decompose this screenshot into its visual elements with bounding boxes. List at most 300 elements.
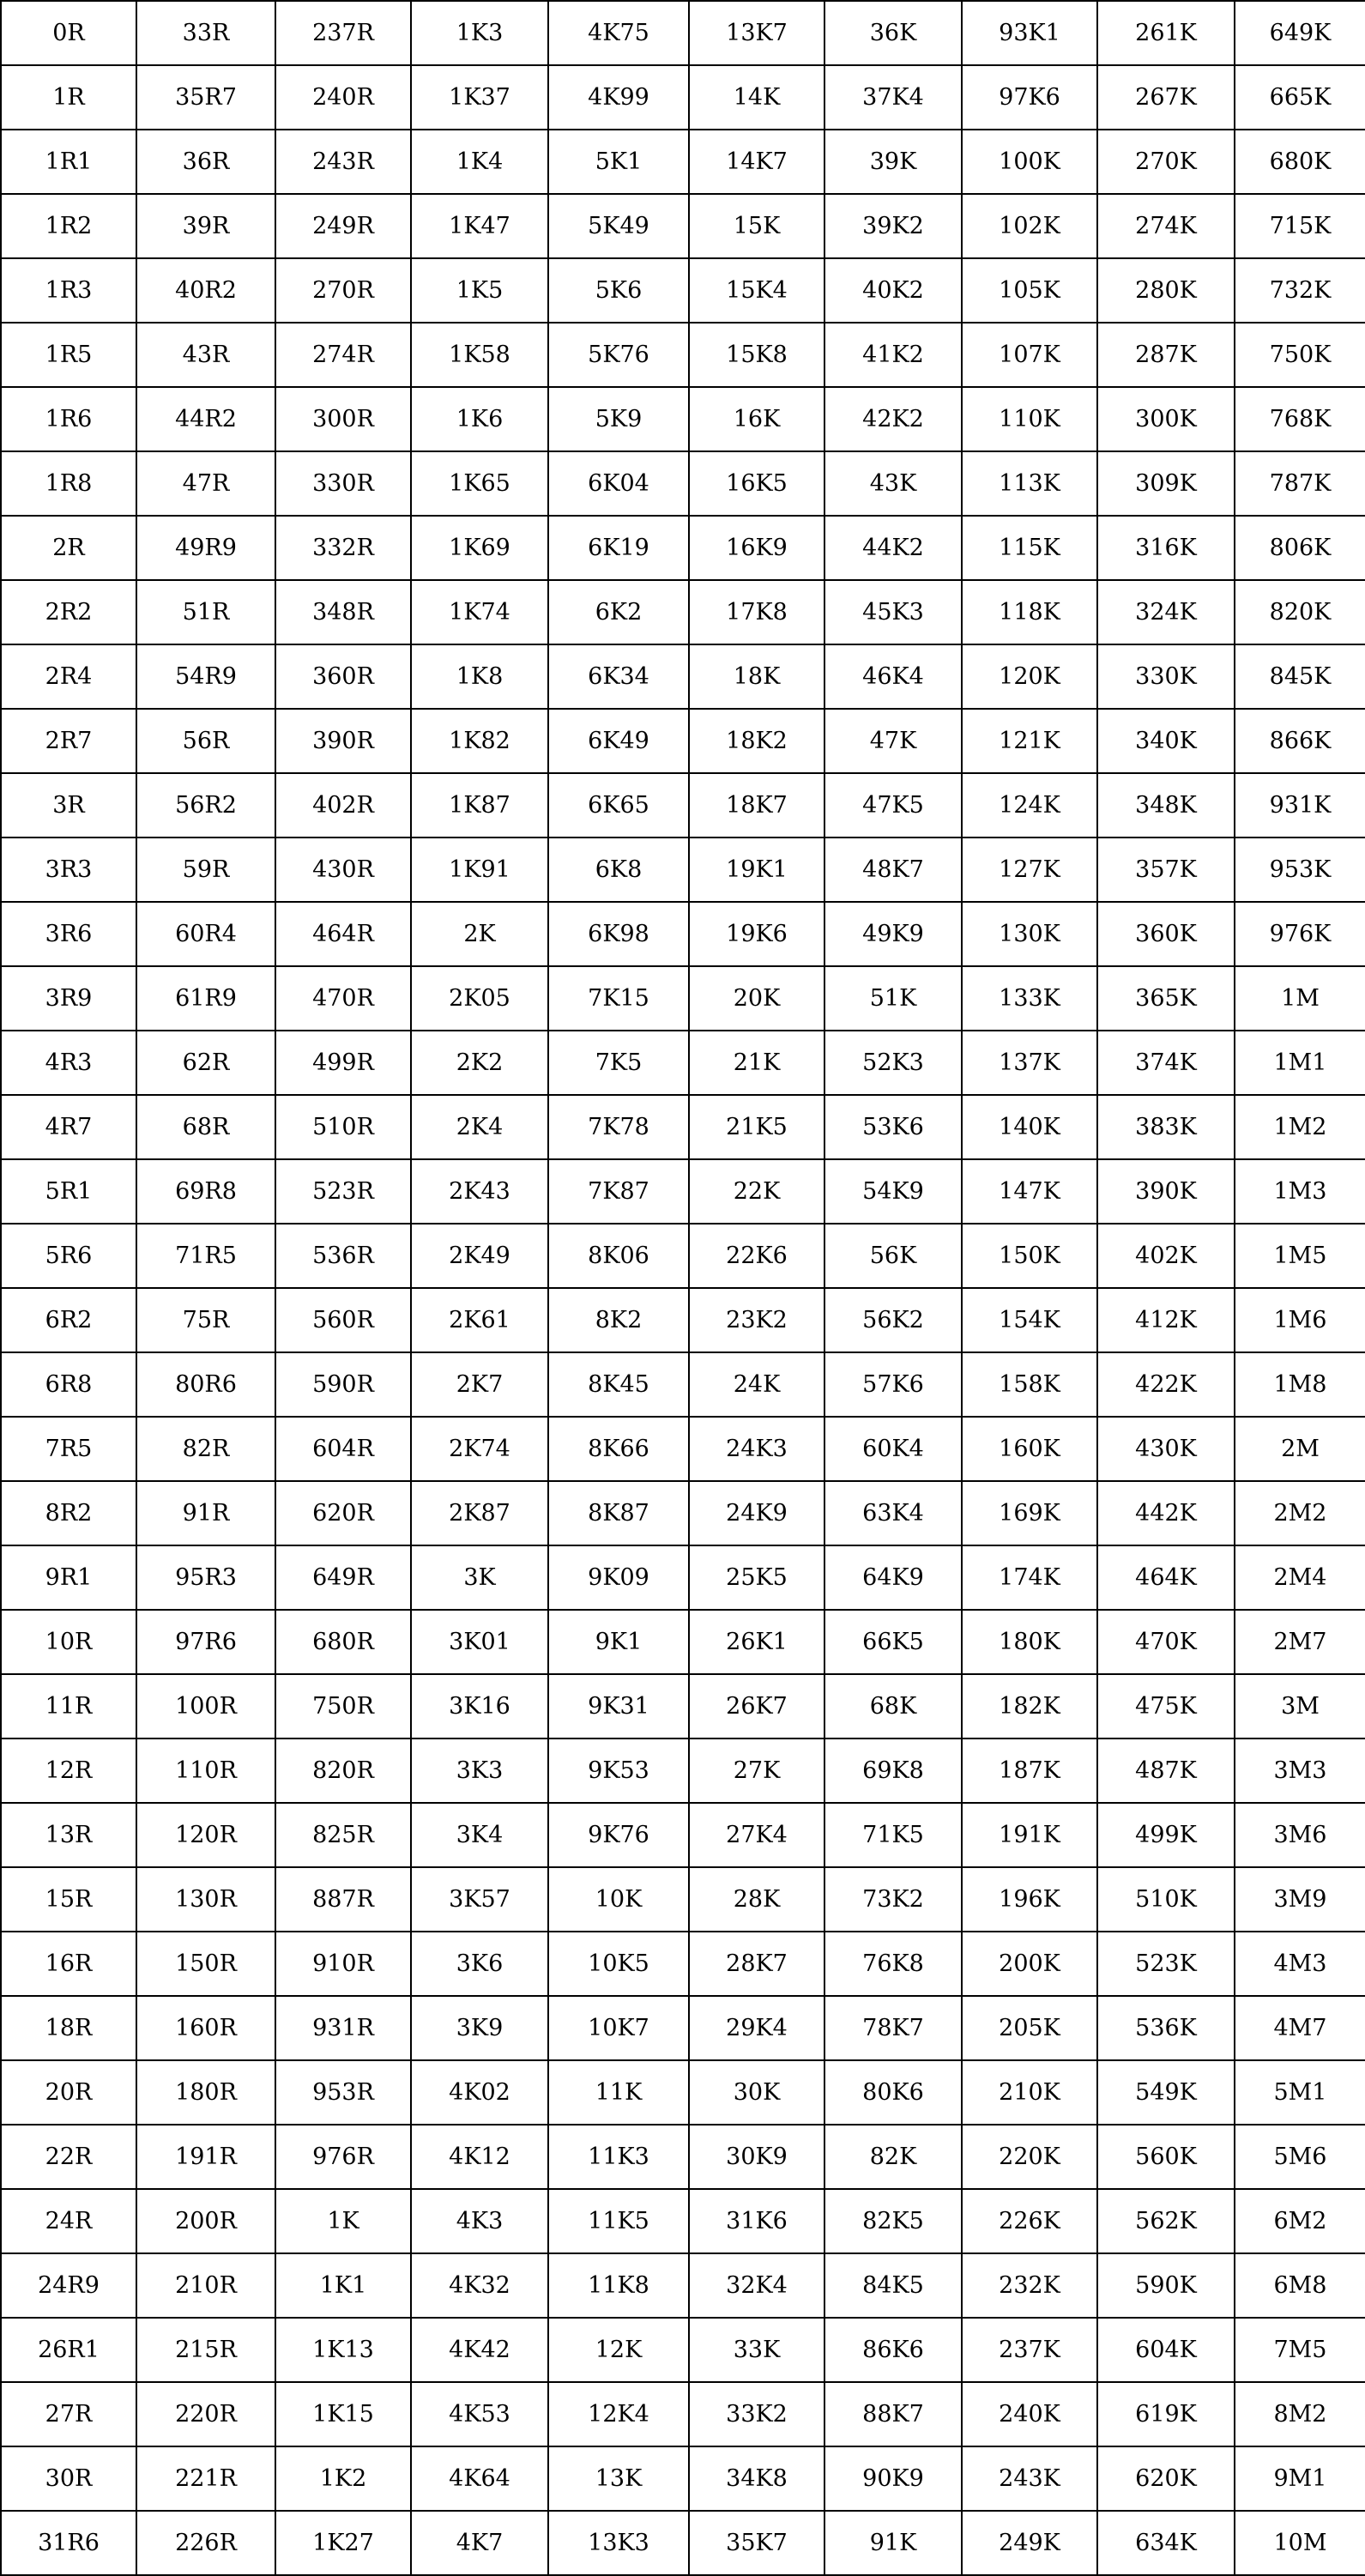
resistor-value-cell: 309K [1097, 451, 1235, 516]
resistor-value-cell: 383K [1097, 1095, 1235, 1159]
resistor-value-cell: 390K [1097, 1159, 1235, 1224]
table-row [1, 194, 1365, 258]
resistor-value-cell: 25K5 [689, 1545, 824, 1610]
resistor-value-cell: 120K [962, 644, 1097, 709]
resistor-value-cell: 4R3 [1, 1031, 136, 1095]
table-row [1, 323, 1365, 387]
resistor-value-cell: 43K [824, 451, 962, 516]
resistor-value-cell: 470K [1097, 1610, 1235, 1674]
resistor-value-cell: 4M7 [1235, 1996, 1365, 2060]
resistor-value-cell: 220R [136, 2382, 275, 2446]
resistor-value-cell: 365K [1097, 966, 1235, 1031]
resistor-value-cell: 1R3 [1, 258, 136, 323]
resistor-value-cell: 7M5 [1235, 2318, 1365, 2382]
resistor-value-cell: 2R4 [1, 644, 136, 709]
resistor-value-cell: 68R [136, 1095, 275, 1159]
resistor-value-cell: 16K5 [689, 451, 824, 516]
resistor-value-cell: 6R2 [1, 1288, 136, 1352]
resistor-value-cell: 604K [1097, 2318, 1235, 2382]
resistor-value-cell: 2K61 [411, 1288, 548, 1352]
resistor-value-cell: 590K [1097, 2253, 1235, 2318]
resistor-value-cell: 221R [136, 2446, 275, 2511]
resistor-value-cell: 15K4 [689, 258, 824, 323]
resistor-value-cell: 536K [1097, 1996, 1235, 2060]
resistor-value-cell: 6R8 [1, 1352, 136, 1417]
resistor-value-cell: 210R [136, 2253, 275, 2318]
resistor-value-cell: 46K4 [824, 644, 962, 709]
resistor-value-cell: 150K [962, 1224, 1097, 1288]
resistor-value-cell: 820R [275, 1738, 411, 1803]
resistor-value-cell: 34K8 [689, 2446, 824, 2511]
resistor-value-cell: 237K [962, 2318, 1097, 2382]
resistor-value-cell: 154K [962, 1288, 1097, 1352]
resistor-value-cell: 8M2 [1235, 2382, 1365, 2446]
resistor-value-cell: 464R [275, 902, 411, 966]
resistor-value-cell: 360R [275, 644, 411, 709]
resistor-value-cell: 97K6 [962, 65, 1097, 130]
resistor-value-cell: 820K [1235, 580, 1365, 644]
resistor-value-cell: 19K6 [689, 902, 824, 966]
table-row [1, 387, 1365, 451]
resistor-value-cell: 97R6 [136, 1610, 275, 1674]
resistor-value-cell: 402R [275, 773, 411, 838]
resistor-value-cell: 1K91 [411, 838, 548, 902]
resistor-value-cell: 1M6 [1235, 1288, 1365, 1352]
resistor-value-cell: 3M6 [1235, 1803, 1365, 1867]
resistor-value-cell: 56K2 [824, 1288, 962, 1352]
table-row [1, 773, 1365, 838]
resistor-value-cell: 23K2 [689, 1288, 824, 1352]
table-row [1, 1288, 1365, 1352]
resistor-value-cell: 37K4 [824, 65, 962, 130]
resistor-value-cell: 267K [1097, 65, 1235, 130]
resistor-value-cell: 180K [962, 1610, 1097, 1674]
resistor-value-cell: 4K42 [411, 2318, 548, 2382]
resistor-value-cell: 75R [136, 1288, 275, 1352]
resistor-value-cell: 160R [136, 1996, 275, 2060]
resistor-value-cell: 953R [275, 2060, 411, 2125]
resistor-value-cell: 44K2 [824, 516, 962, 580]
resistor-value-cell: 8K66 [548, 1417, 689, 1481]
resistor-value-cell: 110R [136, 1738, 275, 1803]
resistor-value-cell: 140K [962, 1095, 1097, 1159]
resistor-value-cell: 1K65 [411, 451, 548, 516]
resistor-value-cell: 887R [275, 1867, 411, 1932]
resistor-value-cell: 475K [1097, 1674, 1235, 1738]
resistor-value-cell: 49R9 [136, 516, 275, 580]
table-row [1, 580, 1365, 644]
resistor-value-cell: 15R [1, 1867, 136, 1932]
resistor-value-cell: 316K [1097, 516, 1235, 580]
resistor-value-cell: 3K01 [411, 1610, 548, 1674]
resistor-value-cell: 93K1 [962, 1, 1097, 65]
resistor-value-cell: 43R [136, 323, 275, 387]
resistor-value-cell: 390R [275, 709, 411, 773]
resistor-value-cell: 80K6 [824, 2060, 962, 2125]
resistor-value-cell: 1K87 [411, 773, 548, 838]
resistor-value-cell: 806K [1235, 516, 1365, 580]
resistor-value-cell: 68K [824, 1674, 962, 1738]
resistor-value-cell: 16R [1, 1932, 136, 1996]
table-row [1, 130, 1365, 194]
resistor-value-cell: 402K [1097, 1224, 1235, 1288]
table-row [1, 1932, 1365, 1996]
table-row [1, 2253, 1365, 2318]
table-row [1, 1996, 1365, 2060]
resistor-value-cell: 27R [1, 2382, 136, 2446]
resistor-value-cell: 470R [275, 966, 411, 1031]
resistor-value-cell: 1M3 [1235, 1159, 1365, 1224]
resistor-value-cell: 36K [824, 1, 962, 65]
resistor-value-cell: 27K [689, 1738, 824, 1803]
resistor-value-cell: 91K [824, 2511, 962, 2575]
resistor-value-cell: 158K [962, 1352, 1097, 1417]
resistor-value-cell: 11R [1, 1674, 136, 1738]
resistor-value-cell: 16K9 [689, 516, 824, 580]
table-row [1, 258, 1365, 323]
resistor-value-cell: 11K5 [548, 2189, 689, 2253]
resistor-value-cell: 340K [1097, 709, 1235, 773]
resistor-value-cell: 15K8 [689, 323, 824, 387]
resistor-value-cell: 590R [275, 1352, 411, 1417]
resistor-value-cell: 1K5 [411, 258, 548, 323]
resistor-value-cell: 360K [1097, 902, 1235, 966]
resistor-value-cell: 6K34 [548, 644, 689, 709]
resistor-value-cell: 1K6 [411, 387, 548, 451]
resistor-value-cell: 3R9 [1, 966, 136, 1031]
resistor-value-cell: 39K2 [824, 194, 962, 258]
resistor-value-cell: 249K [962, 2511, 1097, 2575]
table-row [1, 709, 1365, 773]
resistor-value-cell: 28K7 [689, 1932, 824, 1996]
resistor-value-cell: 26K1 [689, 1610, 824, 1674]
resistor-value-cell: 330R [275, 451, 411, 516]
resistor-value-cell: 560R [275, 1288, 411, 1352]
resistor-value-cell: 1R6 [1, 387, 136, 451]
resistor-value-cell: 1R1 [1, 130, 136, 194]
resistor-value-cell: 910R [275, 1932, 411, 1996]
resistor-value-cell: 64K9 [824, 1545, 962, 1610]
resistor-value-cell: 680K [1235, 130, 1365, 194]
resistor-value-cell: 41K2 [824, 323, 962, 387]
resistor-value-cell: 71R5 [136, 1224, 275, 1288]
resistor-value-cell: 13K3 [548, 2511, 689, 2575]
resistor-value-cell: 12R [1, 1738, 136, 1803]
resistor-value-cell: 13K7 [689, 1, 824, 65]
resistor-value-cell: 4K64 [411, 2446, 548, 2511]
resistor-value-cell: 412K [1097, 1288, 1235, 1352]
table-row [1, 1, 1365, 65]
table-row [1, 2382, 1365, 2446]
resistor-value-cell: 3K57 [411, 1867, 548, 1932]
table-row [1, 1674, 1365, 1738]
resistor-value-cell: 931R [275, 1996, 411, 2060]
resistor-value-cell: 22K6 [689, 1224, 824, 1288]
resistor-value-cell: 6M2 [1235, 2189, 1365, 2253]
resistor-value-cell: 5M6 [1235, 2125, 1365, 2189]
resistor-value-cell: 9M1 [1235, 2446, 1365, 2511]
resistor-value-cell: 4K7 [411, 2511, 548, 2575]
resistor-value-cell: 750K [1235, 323, 1365, 387]
resistor-value-cell: 9K1 [548, 1610, 689, 1674]
resistor-value-cell: 76K8 [824, 1932, 962, 1996]
table-row [1, 902, 1365, 966]
table-row [1, 2060, 1365, 2125]
resistor-value-cell: 40R2 [136, 258, 275, 323]
resistor-value-cell: 510K [1097, 1867, 1235, 1932]
resistor-value-cell: 17K8 [689, 580, 824, 644]
resistor-value-cell: 866K [1235, 709, 1365, 773]
resistor-value-cell: 30K [689, 2060, 824, 2125]
resistor-value-cell: 7R5 [1, 1417, 136, 1481]
resistor-value-cell: 9R1 [1, 1545, 136, 1610]
resistor-value-cell: 52K3 [824, 1031, 962, 1095]
resistor-value-cell: 499K [1097, 1803, 1235, 1867]
resistor-value-cell: 82K [824, 2125, 962, 2189]
resistor-value-cell: 2R [1, 516, 136, 580]
resistor-value-cell: 4K75 [548, 1, 689, 65]
resistor-value-cell: 3K16 [411, 1674, 548, 1738]
resistor-value-cell: 66K5 [824, 1610, 962, 1674]
resistor-value-cell: 2M7 [1235, 1610, 1365, 1674]
resistor-value-cell: 240R [275, 65, 411, 130]
resistor-value-cell: 665K [1235, 65, 1365, 130]
resistor-value-cell: 88K7 [824, 2382, 962, 2446]
table-row [1, 65, 1365, 130]
resistor-value-cell: 130K [962, 902, 1097, 966]
resistor-value-cell: 47R [136, 451, 275, 516]
resistor-value-cell: 430R [275, 838, 411, 902]
resistor-value-cell: 8K06 [548, 1224, 689, 1288]
resistor-value-cell: 9K53 [548, 1738, 689, 1803]
resistor-value-cell: 51K [824, 966, 962, 1031]
resistor-value-cell: 442K [1097, 1481, 1235, 1545]
table-row [1, 2318, 1365, 2382]
resistor-value-cell: 205K [962, 1996, 1097, 2060]
resistor-value-cell: 24K [689, 1352, 824, 1417]
resistor-value-cell: 174K [962, 1545, 1097, 1610]
resistor-value-cell: 825R [275, 1803, 411, 1867]
resistor-value-cell: 4K02 [411, 2060, 548, 2125]
resistor-value-cell: 10K [548, 1867, 689, 1932]
resistor-value-cell: 60K4 [824, 1417, 962, 1481]
resistor-value-cell: 270R [275, 258, 411, 323]
resistor-value-cell: 649R [275, 1545, 411, 1610]
resistor-value-cell: 4K12 [411, 2125, 548, 2189]
resistor-value-cell: 1M2 [1235, 1095, 1365, 1159]
resistor-value-cell: 24K9 [689, 1481, 824, 1545]
resistor-value-cell: 2M2 [1235, 1481, 1365, 1545]
resistor-value-cell: 249R [275, 194, 411, 258]
resistor-value-cell: 22K [689, 1159, 824, 1224]
resistor-value-cell: 24R9 [1, 2253, 136, 2318]
resistor-value-cell: 73K2 [824, 1867, 962, 1932]
resistor-value-cell: 14K [689, 65, 824, 130]
resistor-value-cell: 1K82 [411, 709, 548, 773]
resistor-value-cell: 2K74 [411, 1417, 548, 1481]
resistor-value-cell: 1M [1235, 966, 1365, 1031]
resistor-value-cell: 1K37 [411, 65, 548, 130]
resistor-value-cell: 4K3 [411, 2189, 548, 2253]
resistor-value-cell: 4K53 [411, 2382, 548, 2446]
resistor-value-cell: 36R [136, 130, 275, 194]
resistor-value-cell: 348R [275, 580, 411, 644]
resistor-value-cell: 11K [548, 2060, 689, 2125]
resistor-value-cell: 1K27 [275, 2511, 411, 2575]
resistor-value-cell: 56R2 [136, 773, 275, 838]
resistor-value-cell: 11K3 [548, 2125, 689, 2189]
resistor-value-cell: 2K7 [411, 1352, 548, 1417]
resistor-value-cell: 48K7 [824, 838, 962, 902]
resistor-value-cell: 287K [1097, 323, 1235, 387]
resistor-value-cell: 160K [962, 1417, 1097, 1481]
resistor-value-cell: 634K [1097, 2511, 1235, 2575]
resistor-value-cell: 3R3 [1, 838, 136, 902]
table-row [1, 451, 1365, 516]
resistor-value-cell: 78K7 [824, 1996, 962, 2060]
resistor-value-cell: 3K9 [411, 1996, 548, 2060]
resistor-value-cell: 13K [548, 2446, 689, 2511]
resistor-value-cell: 54R9 [136, 644, 275, 709]
resistor-value-cell: 120R [136, 1803, 275, 1867]
resistor-value-cell: 113K [962, 451, 1097, 516]
resistor-value-cell: 1K47 [411, 194, 548, 258]
resistor-value-cell: 7K87 [548, 1159, 689, 1224]
resistor-value-cell: 3R [1, 773, 136, 838]
resistor-value-cell: 27K4 [689, 1803, 824, 1867]
resistor-value-cell: 5K6 [548, 258, 689, 323]
resistor-value-cell: 1M1 [1235, 1031, 1365, 1095]
resistor-value-cell: 121K [962, 709, 1097, 773]
resistor-value-cell: 510R [275, 1095, 411, 1159]
resistor-value-cell: 33K2 [689, 2382, 824, 2446]
resistor-value-cell: 137K [962, 1031, 1097, 1095]
resistor-value-cell: 3K3 [411, 1738, 548, 1803]
resistor-value-cell: 42K2 [824, 387, 962, 451]
resistor-value-cell: 5R6 [1, 1224, 136, 1288]
resistor-value-cell: 1K69 [411, 516, 548, 580]
resistor-value-cell: 100K [962, 130, 1097, 194]
resistor-value-cell: 196K [962, 1867, 1097, 1932]
resistor-value-cell: 243R [275, 130, 411, 194]
resistor-value-cell: 274K [1097, 194, 1235, 258]
resistor-value-cell: 1M8 [1235, 1352, 1365, 1417]
resistor-value-cell: 187K [962, 1738, 1097, 1803]
resistor-value-cell: 61R9 [136, 966, 275, 1031]
resistor-value-cell: 24K3 [689, 1417, 824, 1481]
resistor-value-cell: 84K5 [824, 2253, 962, 2318]
resistor-value-cell: 2K49 [411, 1224, 548, 1288]
resistor-value-cell: 8K87 [548, 1481, 689, 1545]
table-row [1, 516, 1365, 580]
resistor-value-cell: 499R [275, 1031, 411, 1095]
resistor-value-cell: 127K [962, 838, 1097, 902]
resistor-value-cell: 53K6 [824, 1095, 962, 1159]
resistor-value-cell: 22R [1, 2125, 136, 2189]
resistor-value-cell: 110K [962, 387, 1097, 451]
resistor-value-cell: 56K [824, 1224, 962, 1288]
resistor-value-cell: 7K15 [548, 966, 689, 1031]
resistor-value-cell: 3M3 [1235, 1738, 1365, 1803]
resistor-value-cell: 619K [1097, 2382, 1235, 2446]
resistor-value-cell: 931K [1235, 773, 1365, 838]
resistor-value-cell: 60R4 [136, 902, 275, 966]
table-row [1, 1803, 1365, 1867]
resistor-value-cell: 200K [962, 1932, 1097, 1996]
resistor-value-cell: 1R5 [1, 323, 136, 387]
resistor-value-cell: 30R [1, 2446, 136, 2511]
resistor-value-cell: 2K87 [411, 1481, 548, 1545]
table-row [1, 1224, 1365, 1288]
resistor-value-cell: 487K [1097, 1738, 1235, 1803]
resistor-value-cell: 4K32 [411, 2253, 548, 2318]
resistor-value-cell: 19K1 [689, 838, 824, 902]
resistor-value-cell: 330K [1097, 644, 1235, 709]
resistor-value-cell: 13R [1, 1803, 136, 1867]
table-row [1, 1481, 1365, 1545]
resistor-value-cell: 560K [1097, 2125, 1235, 2189]
resistor-value-cell: 44R2 [136, 387, 275, 451]
resistor-value-cell: 976K [1235, 902, 1365, 966]
resistor-value-cell: 787K [1235, 451, 1365, 516]
resistor-value-cell: 2R7 [1, 709, 136, 773]
resistor-value-cell: 14K7 [689, 130, 824, 194]
resistor-value-cell: 29K4 [689, 1996, 824, 2060]
resistor-value-cell: 4K99 [548, 65, 689, 130]
resistor-value-cell: 191K [962, 1803, 1097, 1867]
resistor-value-cell: 1K8 [411, 644, 548, 709]
resistor-value-cell: 200R [136, 2189, 275, 2253]
resistor-value-cell: 124K [962, 773, 1097, 838]
resistor-value-cell: 26R1 [1, 2318, 136, 2382]
resistor-value-cell: 107K [962, 323, 1097, 387]
resistor-value-cell: 2M4 [1235, 1545, 1365, 1610]
resistor-value-cell: 2K2 [411, 1031, 548, 1095]
resistor-value-cell: 35K7 [689, 2511, 824, 2575]
table-row [1, 1610, 1365, 1674]
resistor-value-cell: 18K7 [689, 773, 824, 838]
resistor-value-cell: 6K98 [548, 902, 689, 966]
resistor-value-cell: 2K [411, 902, 548, 966]
resistor-value-cell: 324K [1097, 580, 1235, 644]
resistor-value-cell: 953K [1235, 838, 1365, 902]
resistor-value-cell: 82K5 [824, 2189, 962, 2253]
resistor-value-cell: 6K65 [548, 773, 689, 838]
resistor-value-cell: 4R7 [1, 1095, 136, 1159]
resistor-value-cell: 2R2 [1, 580, 136, 644]
resistor-value-cell: 56R [136, 709, 275, 773]
resistor-value-cell: 35R7 [136, 65, 275, 130]
resistor-value-cell: 7K5 [548, 1031, 689, 1095]
table-row [1, 2446, 1365, 2511]
resistor-value-cell: 332R [275, 516, 411, 580]
resistor-value-cell: 59R [136, 838, 275, 902]
resistor-value-cell: 300K [1097, 387, 1235, 451]
resistor-value-cell: 95R3 [136, 1545, 275, 1610]
resistor-value-cell: 680R [275, 1610, 411, 1674]
resistor-value-cell: 69R8 [136, 1159, 275, 1224]
resistor-value-cell: 5M1 [1235, 2060, 1365, 2125]
resistor-value-cell: 21K [689, 1031, 824, 1095]
resistor-value-cell: 102K [962, 194, 1097, 258]
resistor-value-cell: 620K [1097, 2446, 1235, 2511]
resistor-value-cell: 750R [275, 1674, 411, 1738]
resistor-value-cell: 57K6 [824, 1352, 962, 1417]
resistor-value-cell: 2K05 [411, 966, 548, 1031]
resistor-value-cell: 47K [824, 709, 962, 773]
resistor-value-cell: 7K78 [548, 1095, 689, 1159]
resistor-value-cell: 91R [136, 1481, 275, 1545]
